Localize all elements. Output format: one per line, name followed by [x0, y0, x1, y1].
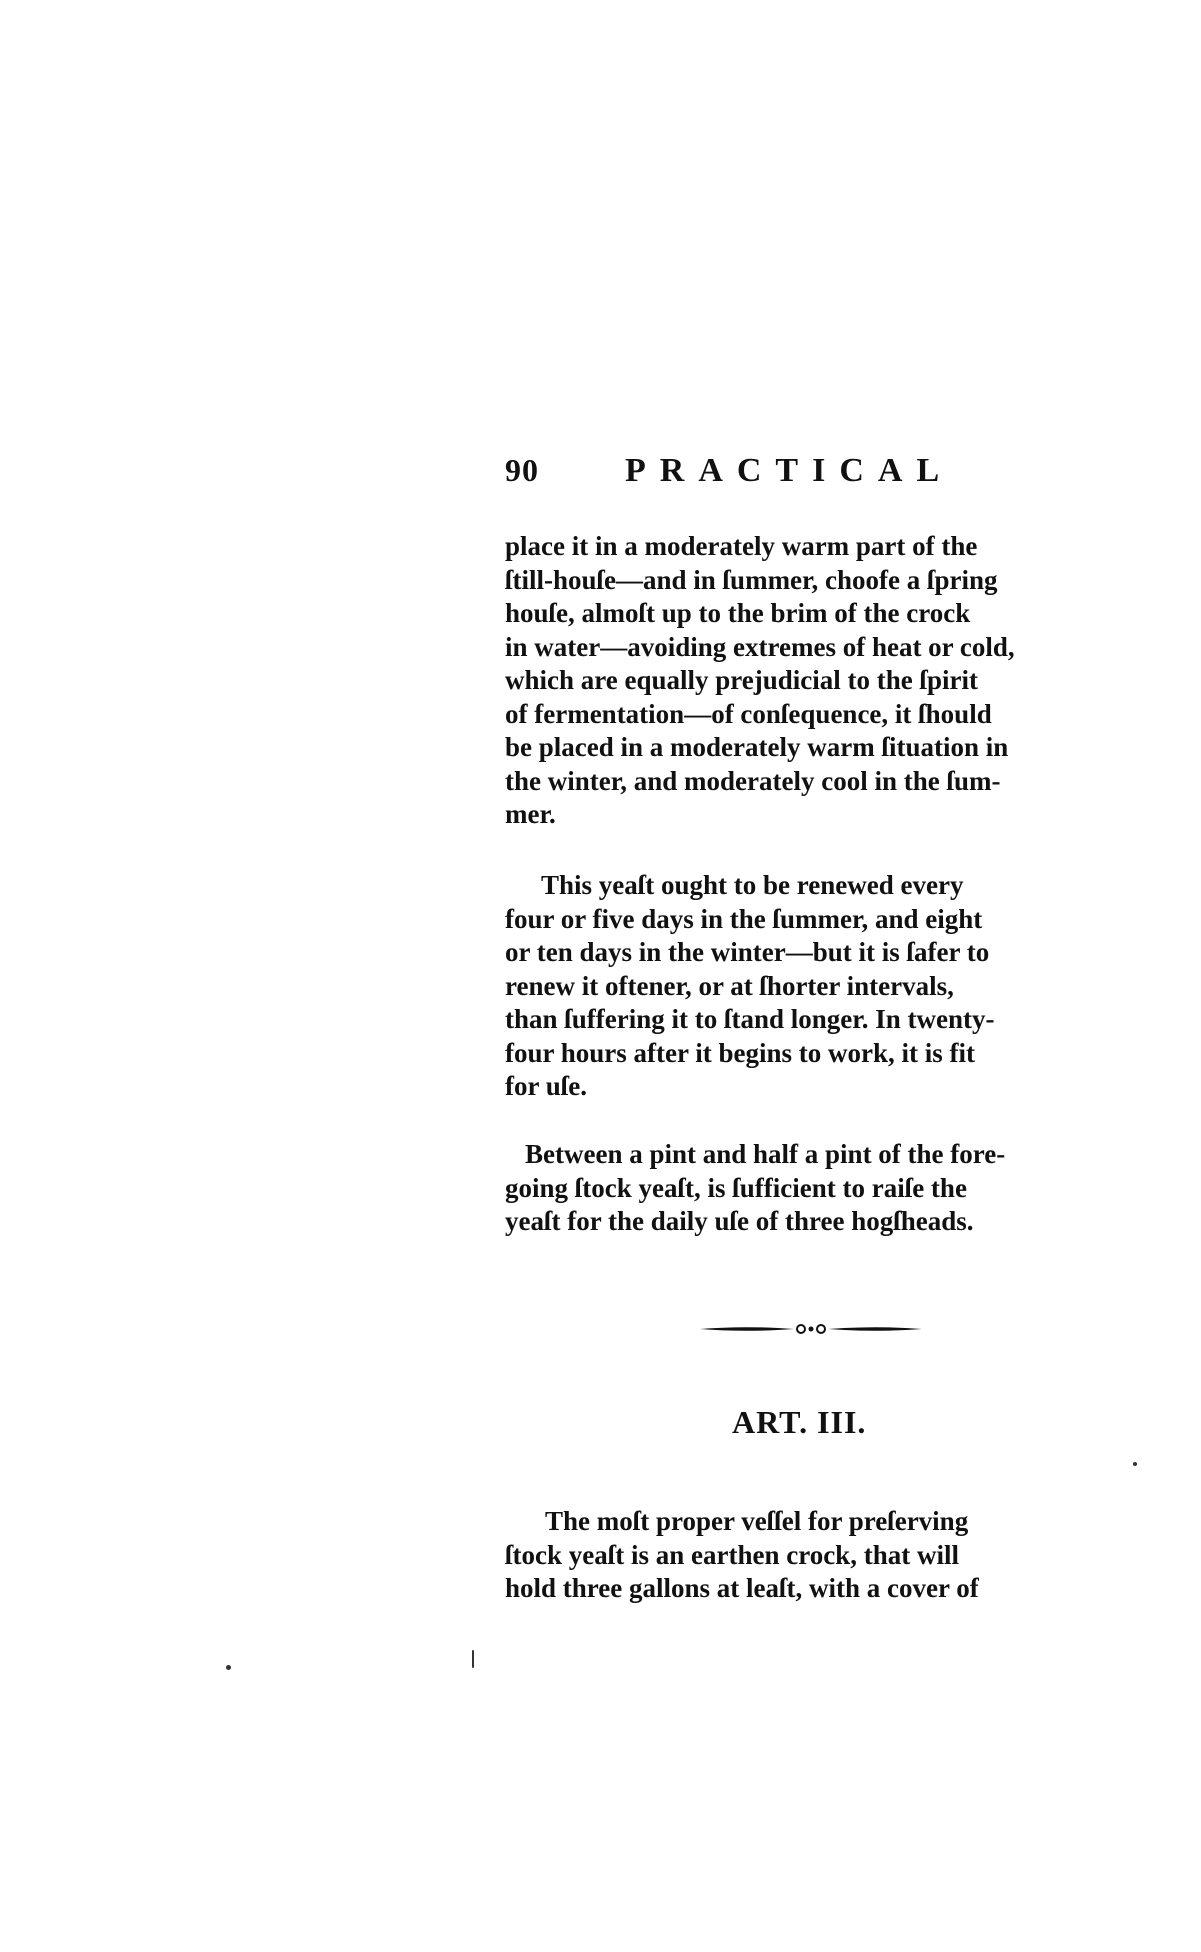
scan-speck — [472, 1650, 474, 1668]
text-line: going ſtock yeaſt, is ſufficient to raiſe the — [505, 1172, 967, 1203]
page-header — [505, 452, 1095, 500]
text-line: ſtill-houſe—and in ſummer, choofe a ſpring — [505, 564, 998, 595]
text-line: in water—avoiding extremes of heat or cold, — [505, 631, 1015, 662]
text-line: place it in a moderately warm part of the — [505, 531, 978, 561]
text-line: or ten days in the winter—but it is ſafer to — [505, 937, 990, 967]
text-line: four hours after it begins to work, it is fit — [505, 1037, 975, 1068]
paragraph-3 — [505, 1138, 1097, 1239]
page-number: 90 — [505, 452, 539, 488]
text-line: hold three gallons at leaſt, with a cover of — [505, 1573, 979, 1603]
text-line: ſtock yeaſt is an earthen crock, that will — [505, 1539, 959, 1570]
scan-speck — [226, 1665, 231, 1670]
ornament-rule-icon — [698, 1317, 924, 1341]
scan-speck — [1133, 1462, 1137, 1466]
text-line: for uſe. — [505, 1071, 587, 1101]
text-line: of fermentation—of conſequence, it ſhould — [505, 698, 992, 729]
article-heading: ART. III. — [732, 1404, 867, 1440]
text-line: mer. — [505, 799, 556, 829]
text-line: houſe, almoſt up to the brim of the crock — [505, 598, 971, 628]
text-line: be placed in a moderately warm ſituation in — [505, 732, 1009, 762]
running-head: PRACTICAL — [625, 452, 954, 489]
paragraph-1 — [505, 530, 1097, 832]
text-line: which are equally prejudicial to the ſpirit — [505, 665, 979, 695]
text-line: than ſuffering it to ſtand longer. In twenty- — [505, 1004, 995, 1034]
text-line: The moſt proper veſſel for preſerving — [545, 1506, 969, 1536]
ornament-rule — [698, 1317, 924, 1341]
text-line: This yeaſt ought to be renewed every — [541, 870, 964, 900]
text-line: yeaſt for the daily uſe of three hogſheads. — [505, 1206, 974, 1236]
text-line: Between a pint and half a pint of the fore- — [525, 1139, 1006, 1169]
text-line: renew it oftener, or at ſhorter intervals, — [505, 970, 954, 1001]
article-paragraph — [505, 1505, 1097, 1606]
paragraph-2 — [505, 869, 1097, 1104]
text-line: four or five days in the ſummer, and eight — [505, 903, 983, 934]
text-line: the winter, and moderately cool in the ſum- — [505, 765, 1001, 796]
